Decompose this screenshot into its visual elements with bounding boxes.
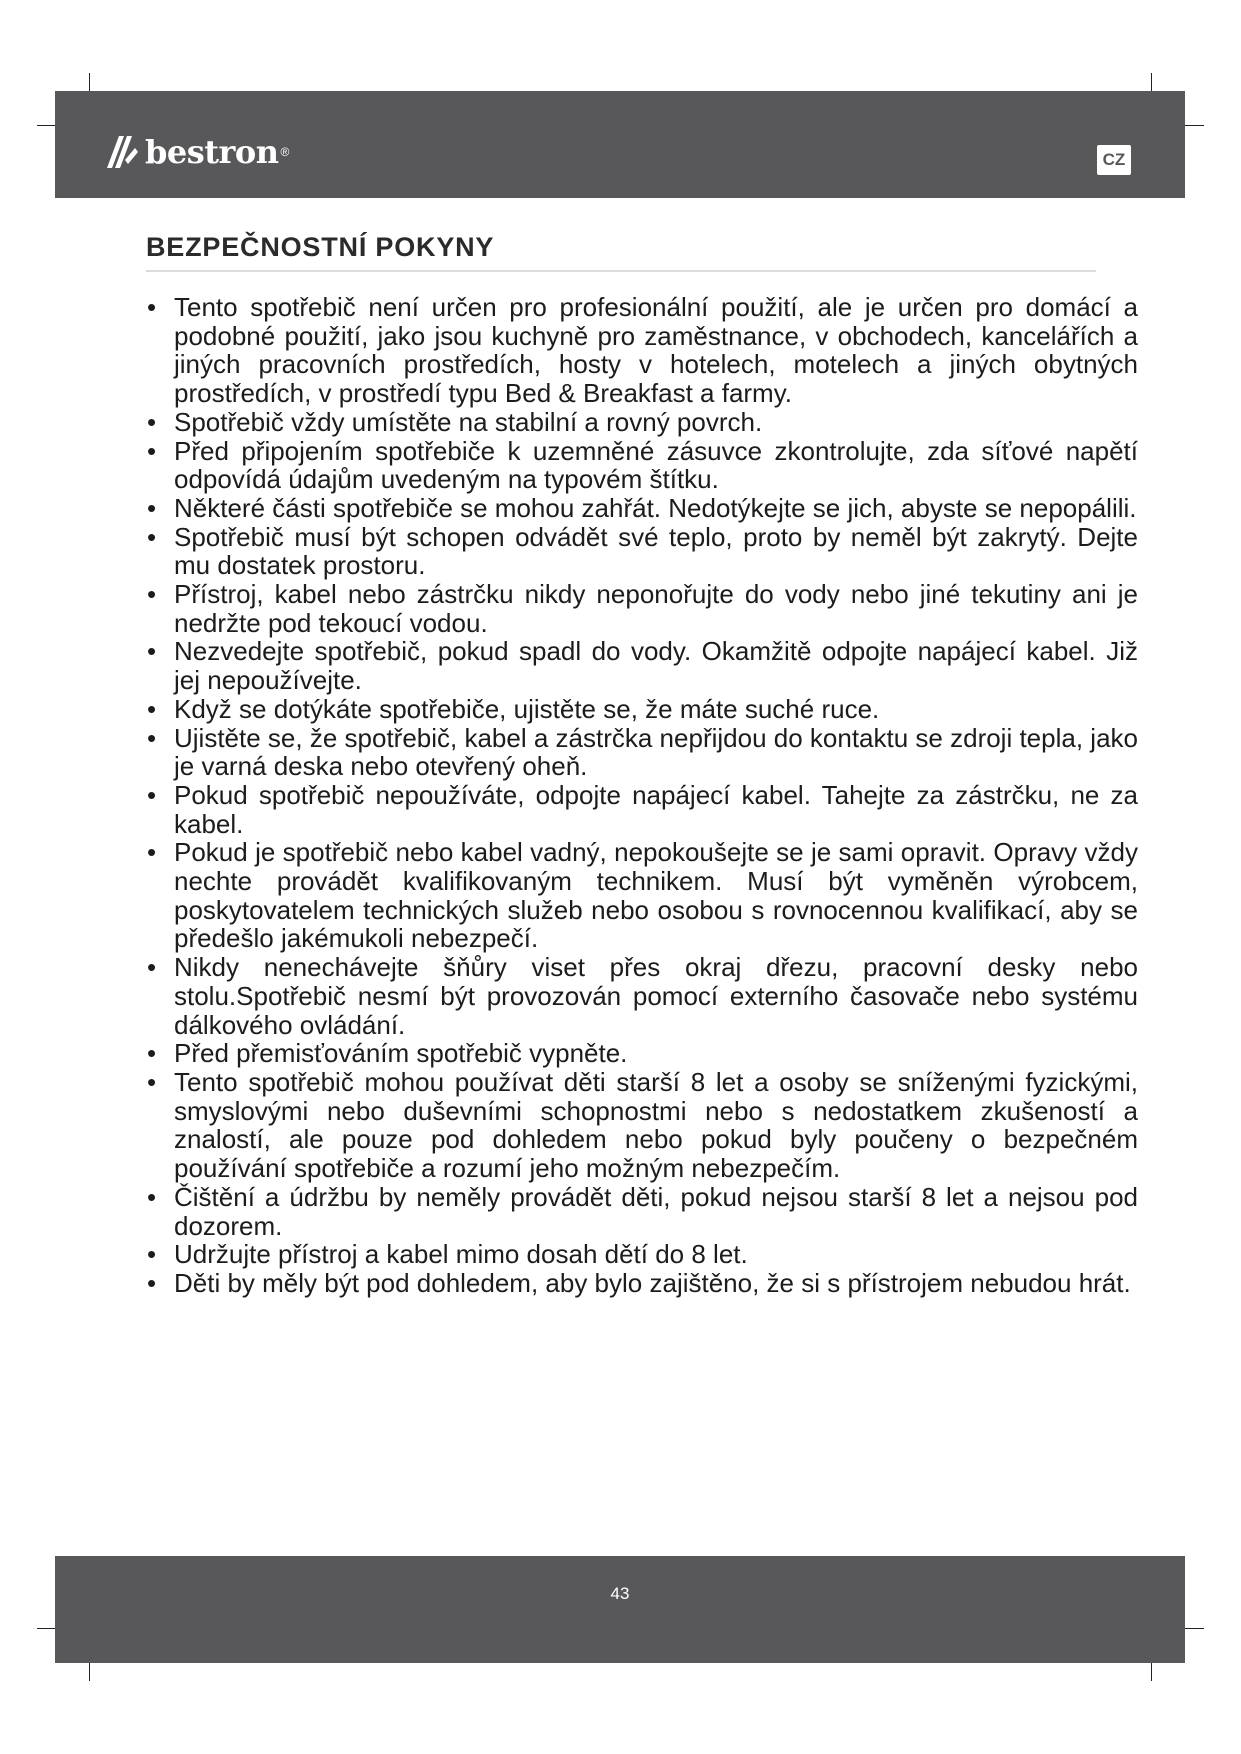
list-item — [143, 408, 1138, 437]
section-title: BEZPEČNOSTNÍ POKYNY — [146, 232, 495, 262]
list-item-text: Nezvedejte spotřebič, pokud spadl do vody. Okamžitě odpojte napájecí kabel. Již jej nepoužívejte. — [174, 636, 1138, 696]
list-item-text: Některé části spotřebiče se mohou zahřát. Nedotýkejte se jich, abyste se nepopálili. — [174, 492, 1137, 523]
bullet: • — [147, 521, 157, 552]
bullet: • — [147, 492, 157, 523]
list-item — [143, 1039, 1138, 1068]
list-item-text: Když se dotýkáte spotřebiče, ujistěte se, že máte suché ruce. — [174, 693, 880, 724]
list-item — [143, 953, 1138, 1039]
bullet: • — [147, 1066, 157, 1097]
list-item-text: Nikdy nenechávejte šňůry viset přes okraj dřezu, pracovní desky nebo stolu.Spotřebič nesmí být provozován pomocí externího časovače nebo systému dálkového ovládání. — [174, 952, 1138, 1040]
bullet: • — [147, 579, 157, 610]
instruction-list — [143, 293, 1138, 1298]
list-item — [143, 695, 1138, 724]
list-item-text: Spotřebič musí být schopen odvádět své teplo, proto by neměl být zakrytý. Dejte mu dostatek prostoru. — [174, 521, 1138, 581]
list-item — [143, 1183, 1138, 1240]
bullet: • — [147, 1038, 157, 1069]
bullet: • — [147, 722, 157, 753]
registered-mark: ® — [280, 145, 290, 159]
list-item — [143, 781, 1138, 838]
brand-logo — [105, 133, 289, 171]
list-item-text: Tento spotřebič není určen pro profesionální použití, ale je určen pro domácí a podobné použití, jako jsou kuchyně pro zaměstnance, v obchodech, kancelářích a jiných pracovních prostředích, hosty v hotelech, motelech a jiných obytných prostředích, v prostředí typu Bed & Breakfast a farmy. — [174, 292, 1138, 409]
bullet: • — [147, 292, 157, 322]
list-item — [143, 637, 1138, 694]
list-item-text: Přístroj, kabel nebo zástrčku nikdy neponořujte do vody nebo jiné tekutiny ani je nedržte pod tekoucí vodou. — [174, 579, 1138, 638]
bullet: • — [147, 1181, 157, 1212]
list-item-text: Udržujte přístroj a kabel mimo dosah dětí do 8 let. — [174, 1239, 748, 1270]
list-item-text: Tento spotřebič mohou používat děti starší 8 let a osoby se sníženými fyzickými, smyslovými nebo duševními schopnostmi nebo s nedostatkem zkušeností a znalostí, ale pouze pod dohledem nebo pokud byly poučeny o bezpečném používání spotřebiče a rozumí jeho možným nebezpečím. — [174, 1066, 1138, 1184]
page-header — [55, 91, 1185, 198]
list-item — [143, 437, 1138, 494]
title-divider — [146, 270, 1096, 272]
chevron-logo-icon — [105, 134, 139, 170]
bullet: • — [147, 779, 157, 810]
bullet: • — [147, 406, 157, 437]
list-item — [143, 580, 1138, 637]
list-item-text: Děti by měly být pod dohledem, aby bylo zajištěno, že si s přístrojem nebudou hrát. — [174, 1267, 1131, 1298]
bullet: • — [147, 435, 157, 466]
list-item-text: Před přemisťováním spotřebič vypněte. — [174, 1038, 628, 1069]
bullet: • — [147, 952, 157, 983]
brand-name: bestron — [145, 133, 279, 171]
language-badge: CZ — [1097, 145, 1131, 175]
list-item — [143, 1068, 1138, 1183]
safety-instructions — [143, 293, 1138, 1298]
list-item — [143, 1269, 1138, 1298]
page-number: 43 — [610, 1584, 630, 1603]
list-item — [143, 523, 1138, 580]
bullet: • — [147, 1239, 157, 1270]
bullet: • — [147, 1267, 157, 1298]
list-item — [143, 494, 1138, 523]
page-footer — [55, 1556, 1185, 1663]
bullet: • — [147, 837, 157, 868]
list-item-text: Pokud spotřebič nepoužíváte, odpojte napájecí kabel. Tahejte za zástrčku, ne za kabel. — [174, 779, 1138, 839]
list-item-text: Ujistěte se, že spotřebič, kabel a zástrčka nepřijdou do kontaktu se zdroji tepla, jako je varná deska nebo otevřený oheň. — [174, 722, 1138, 782]
list-item-text: Před připojením spotřebiče k uzemněné zásuvce zkontrolujte, zda síťové napětí odpovídá údajům uvedeným na typovém štítku. — [174, 435, 1138, 495]
list-item — [143, 724, 1138, 781]
bullet: • — [147, 693, 157, 724]
list-item — [143, 293, 1138, 408]
list-item-text: Spotřebič vždy umístěte na stabilní a rovný povrch. — [174, 406, 763, 437]
bullet: • — [147, 636, 157, 667]
list-item — [143, 838, 1138, 953]
list-item-text: Čištění a údržbu by neměly provádět děti, pokud nejsou starší 8 let a nejsou pod dozorem. — [174, 1181, 1138, 1241]
list-item-text: Pokud je spotřebič nebo kabel vadný, nepokoušejte se je sami opravit. Opravy vždy nechte provádět kvalifikovaným technikem. Musí být vyměněn výrobcem, poskytovatelem technických služeb nebo osobou s rovnocennou kvalifikací, aby se předešlo jakémukoli nebezpečí. — [174, 837, 1138, 954]
list-item — [143, 1240, 1138, 1269]
